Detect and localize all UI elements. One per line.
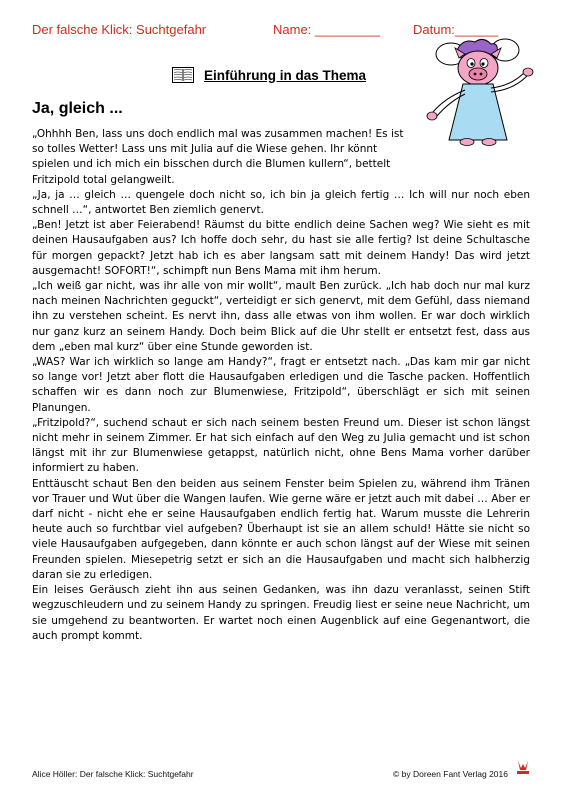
section-heading	[172, 64, 366, 86]
story-paragraph: „Ich weiß gar nicht, was ihr alle von mir wollt“, mault Ben zurück. „Ich hab doch nur mal kurz nach meinen Nachrichten geguckt“, verteidigt er sich genervt, mit dem Gefühl, dass niemand ihn zu verstehen scheint. Es nervt ihn, dass alle etwas von ihm wollen. Er war doch wirklich nur ganz kurz an seinem Handy. Doch beim Blick auf die Uhr stellt er entsetzt fest, dass aus dem „eben mal kurz“ über eine Stunde geworden ist.	[32, 280, 530, 353]
story-paragraph: „Ben! Jetzt ist aber Feierabend! Räumst du bitte endlich deine Sachen weg? Wie sieht es mit deinen Hausaufgaben aus? Ich hoffe doch sehr, du hast sie alle fertig? Ist deine Schultasche für morgen gepackt? Jetzt hab ich es aber langsam satt mit deinem Handy! Das wird jetzt ausgemacht! SOFORT!“, schimpft nun Bens Mama mit ihm herum.	[32, 219, 530, 277]
name-field-label: Name: _________	[273, 22, 380, 37]
worksheet-title: Der falsche Klick: Suchtgefahr	[32, 22, 207, 37]
story-paragraph: Enttäuscht schaut Ben den beiden aus seinem Fenster beim Spielen zu, während ihm Tränen vor Trauer und Wut über die Wangen laufen. Wie gerne wäre er jetzt auch mit dabei … Aber er darf nicht - nicht ehe er seine Hausaufgaben endlich fertig hat. Warum musste die Lehrerin heute auch so furchtbar viel aufgeben? Überhaupt ist sie an allem schuld! Hätte sie nicht so viele Hausaufgaben aufgegeben, dann könnte er auch schon längst auf der Wiese mit seinen Freunden spielen. Miesepetrig setzt er sich an die Hausaufgaben und macht sich halbherzig daran sie zu erledigen.	[32, 477, 530, 581]
story-paragraph: „Fritzipold?“, suchend schaut er sich nach seinem besten Freund um. Dieser ist schon längst nicht mehr in seinem Zimmer. Er hat sich einfach auf den Weg zu Julia gemacht und ist schon längst mit ihr zur Blumenwiese getappst, natürlich nicht, ohne Bens Mama vorher darüber informiert zu haben.	[32, 416, 530, 475]
story-paragraph: „Ohhhh Ben, lass uns doch endlich mal was zusammen machen! Es ist so tolles Wetter! Lass uns mit Julia auf die Wiese gehen. Ihr könnt spielen und ich mich ein bisschen durch die Blumen kullern“, bettelt Fritzipold total gelangweilt.	[32, 128, 404, 186]
story-paragraph: Ein leises Geräusch zieht ihn aus seinen Gedanken, was ihn dazu veranlasst, seinen Stift wegzuschleudern und zu seinem Handy zu springen. Freudig liest er seine neue Nachricht, um sie umgehend zu beantworten. Er wartet noch einen Augenblick auf eine Gegenantwort, die auch prompt kommt.	[32, 584, 530, 642]
story-paragraph: „Ja, ja … gleich … quengele doch nicht so, ich bin ja gleich fertig … Ich will nur noch eben schnell …“, antwortet Ben ziemlich genervt.	[32, 188, 530, 217]
open-book-icon	[172, 67, 194, 83]
footer-author: Alice Höller: Der falsche Klick: Suchtgefahr	[32, 769, 194, 779]
story-body	[32, 127, 530, 644]
section-title: Einführung in das Thema	[204, 67, 367, 83]
page-footer	[32, 769, 532, 783]
date-field-label: Datum:______	[413, 22, 499, 37]
publisher-logo-icon	[514, 759, 532, 781]
footer-copyright: © by Doreen Fant Verlag 2016	[393, 769, 508, 779]
story-paragraph: „WAS? War ich wirklich so lange am Handy?“, fragt er entsetzt nach. „Das kam mir gar nicht so lange vor! Jetzt aber flott die Hausaufgaben erledigen und die Tasche packen. Hoffentlich schaffen wir es dann noch zur Blumenwiese, Fritzipold“, überschlägt er sich mit seinen Planungen.	[32, 356, 530, 414]
story-title: Ja, gleich ...	[32, 100, 123, 117]
